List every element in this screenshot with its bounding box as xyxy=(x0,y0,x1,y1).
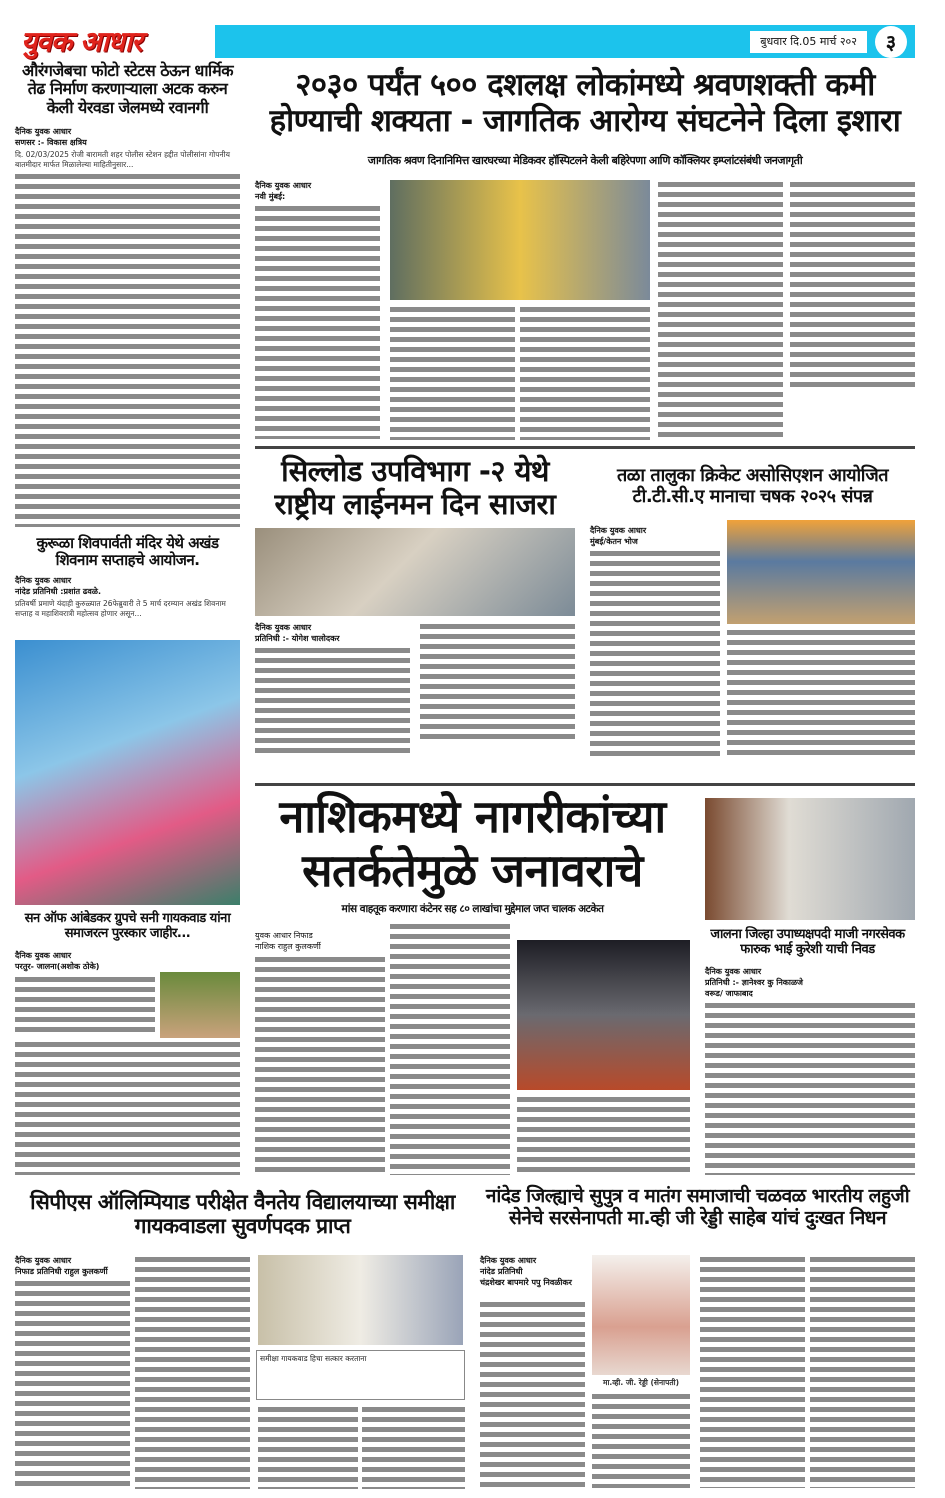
article-headline: सिपीएस ऑलिम्पियाड परीक्षेत वैनतेय विद्यालयाच्या समीक्षा गायकवाडला सुवर्णपदक प्राप्त xyxy=(30,1190,455,1239)
byline: दैनिक युवक आधार xyxy=(705,967,762,976)
article-body xyxy=(135,1255,250,1489)
article-lead: दि. 02/03/2025 रोजी बारामती शहर पोलीस स्टेशन हद्दीत पोलीसांना गोपनीय बातमीदार मार्फत मिळालेल्या माहितीनुसार... xyxy=(15,150,230,169)
article-headline: औरंगजेबचा फोटो स्टेटस ठेऊन धार्मिक तेढ निर्माण करणाऱ्याला अटक करुन केली येरवडा जेलमध्ये रवानगी xyxy=(21,61,234,117)
article-body xyxy=(520,305,650,440)
article-body xyxy=(790,180,915,390)
issue-date: बुधवार दि.05 मार्च २०२ xyxy=(750,31,867,53)
place: वरूड/ जाफाबाद xyxy=(705,989,753,998)
reporter: नांदेड प्रतिनिधी :प्रशांत ढवळे. xyxy=(15,587,101,596)
article-body xyxy=(517,1095,690,1175)
article-body xyxy=(255,646,410,758)
article-body xyxy=(810,1255,915,1488)
article-body xyxy=(258,1405,358,1489)
main-subheadline: जागतिक श्रवण दिनानिमित्त खारघरच्या मेडिकवर हॉस्पिटलने केली बहिरेपणा आणि कॉक्लियर इम्प्लांटसंबंधी जनजागृती xyxy=(367,154,803,167)
reporter: नांदेड प्रतिनिधी xyxy=(480,1267,523,1276)
article-body xyxy=(15,1040,240,1175)
article-body xyxy=(658,180,783,440)
divider xyxy=(255,446,915,449)
article-body xyxy=(727,628,915,758)
article-headline: नाशिकमध्ये नागरीकांच्या सतर्कतेमुळे जनावराचे xyxy=(279,790,666,897)
article-body xyxy=(15,975,155,1035)
article-subheadline: मांस वाहतूक करणारा कंटेनर सह ८० लाखांचा मुद्देमाल जप्त चालक अटकेत xyxy=(341,903,604,915)
byline: दैनिक युवक आधार xyxy=(15,576,72,585)
photo-caption: समीक्षा गायकवाड हिचा सत्कार करताना xyxy=(256,1350,465,1400)
article-headline: सिल्लोड उपविभाग -२ येथे राष्ट्रीय लाईनमन दिन साजरा xyxy=(274,454,556,522)
byline: दैनिक युवक आधार xyxy=(15,1256,72,1265)
masthead xyxy=(15,25,915,58)
byline: दैनिक युवक आधार xyxy=(590,526,647,535)
byline: दैनिक युवक आधार xyxy=(15,127,72,136)
felicitation-photo xyxy=(705,798,915,920)
article-body xyxy=(390,305,515,440)
article-body xyxy=(592,1392,690,1488)
sub-reporter: चंद्रशेखर बापमारे पपु निवळीकर xyxy=(480,1278,572,1287)
byline: दैनिक युवक आधार xyxy=(255,623,312,632)
truck-photo xyxy=(517,940,690,1090)
hearing-day-photo xyxy=(390,180,650,300)
newspaper-logo: युवक आधार xyxy=(15,23,215,60)
article-body xyxy=(420,622,575,742)
article-headline: जालना जिल्हा उपाध्यक्षपदी माजी नगरसेवक फारुक भाई कुरेशी याची निवड xyxy=(710,927,905,957)
reporter: मुंबई/केतन भोज xyxy=(590,537,638,546)
page-number: ३ xyxy=(875,26,907,58)
reporter: प्रतिनिधी :- ज्ञानेश्वर कु निकाळजे xyxy=(705,978,803,987)
article-body xyxy=(255,955,385,1175)
reporter: परतुर- जालना(अशोक ठोके) xyxy=(15,962,100,971)
shiva-parvati-image xyxy=(15,640,240,905)
award-photo xyxy=(258,1255,463,1345)
divider xyxy=(255,783,915,786)
byline: दैनिक युवक आधार xyxy=(255,181,312,190)
main-headline: २०३० पर्यंत ५०० दशलक्ष लोकांमध्ये श्रवणशक्ती कमी होण्याची शक्यता - जागतिक आरोग्य संघटनेने दिला इशारा xyxy=(269,67,901,139)
place: नवी मुंबई: xyxy=(255,192,286,201)
article-headline: तळा तालुका क्रिकेट असोसिएशन आयोजित टी.टी.सी.ए मानाचा चषक २०२५ संपन्न xyxy=(616,465,889,507)
reporter: सणसर :- विकास क्षत्रिय xyxy=(15,138,87,147)
cricket-team-photo xyxy=(727,520,915,624)
article-body xyxy=(705,1001,915,1175)
article-body xyxy=(700,1255,805,1488)
byline: दैनिक युवक आधार xyxy=(15,951,72,960)
reddy-photo xyxy=(592,1255,690,1375)
article-lead: प्रतिवर्षी प्रमाणे यंदाही कुरुळ्यात 26फेब्रुवारी ते 5 मार्च दरम्यान अखंड शिवनाम सप्ताह व महाशिवरात्री महोत्सव होणार असून... xyxy=(15,599,226,618)
article-body xyxy=(390,922,510,1175)
article-headline: सन ऑफ आंबेडकर ग्रुपचे सनी गायकवाड यांना समाजरत्न पुरस्कार जाहीर... xyxy=(24,911,231,941)
photo-caption: मा.व्ही. जी. रेड्डी (सेनापती) xyxy=(603,1378,679,1387)
person-photo xyxy=(160,972,240,1038)
article-body xyxy=(362,1405,465,1489)
reporter: नाशिक राहुल कुलकर्णी xyxy=(255,942,321,951)
article-headline: नांदेड जिल्ह्याचे सुपुत्र व मातंग समाजाची चळवळ भारतीय लहुजी सेनेचे सरसेनापती मा.व्ही जी रेड्डी साहेब यांचं दुःखत निधन xyxy=(485,1185,910,1229)
lineman-group-photo xyxy=(255,528,575,616)
byline: युवक आधार निफाड xyxy=(255,931,313,940)
article-body xyxy=(590,549,720,759)
reporter: प्रतिनिधी :- योगेश चालोदकर xyxy=(255,634,340,643)
article-body xyxy=(480,1300,585,1488)
article-body xyxy=(15,1279,130,1489)
byline: दैनिक युवक आधार xyxy=(480,1256,537,1265)
article-body xyxy=(255,204,380,439)
article-body xyxy=(15,172,240,527)
article-headline: कुरूळा शिवपार्वती मंदिर येथे अखंड शिवनाम सप्ताहचे आयोजन. xyxy=(36,534,219,570)
reporter: निफाड प्रतिनिधी राहुल कुलकर्णी xyxy=(15,1267,108,1276)
